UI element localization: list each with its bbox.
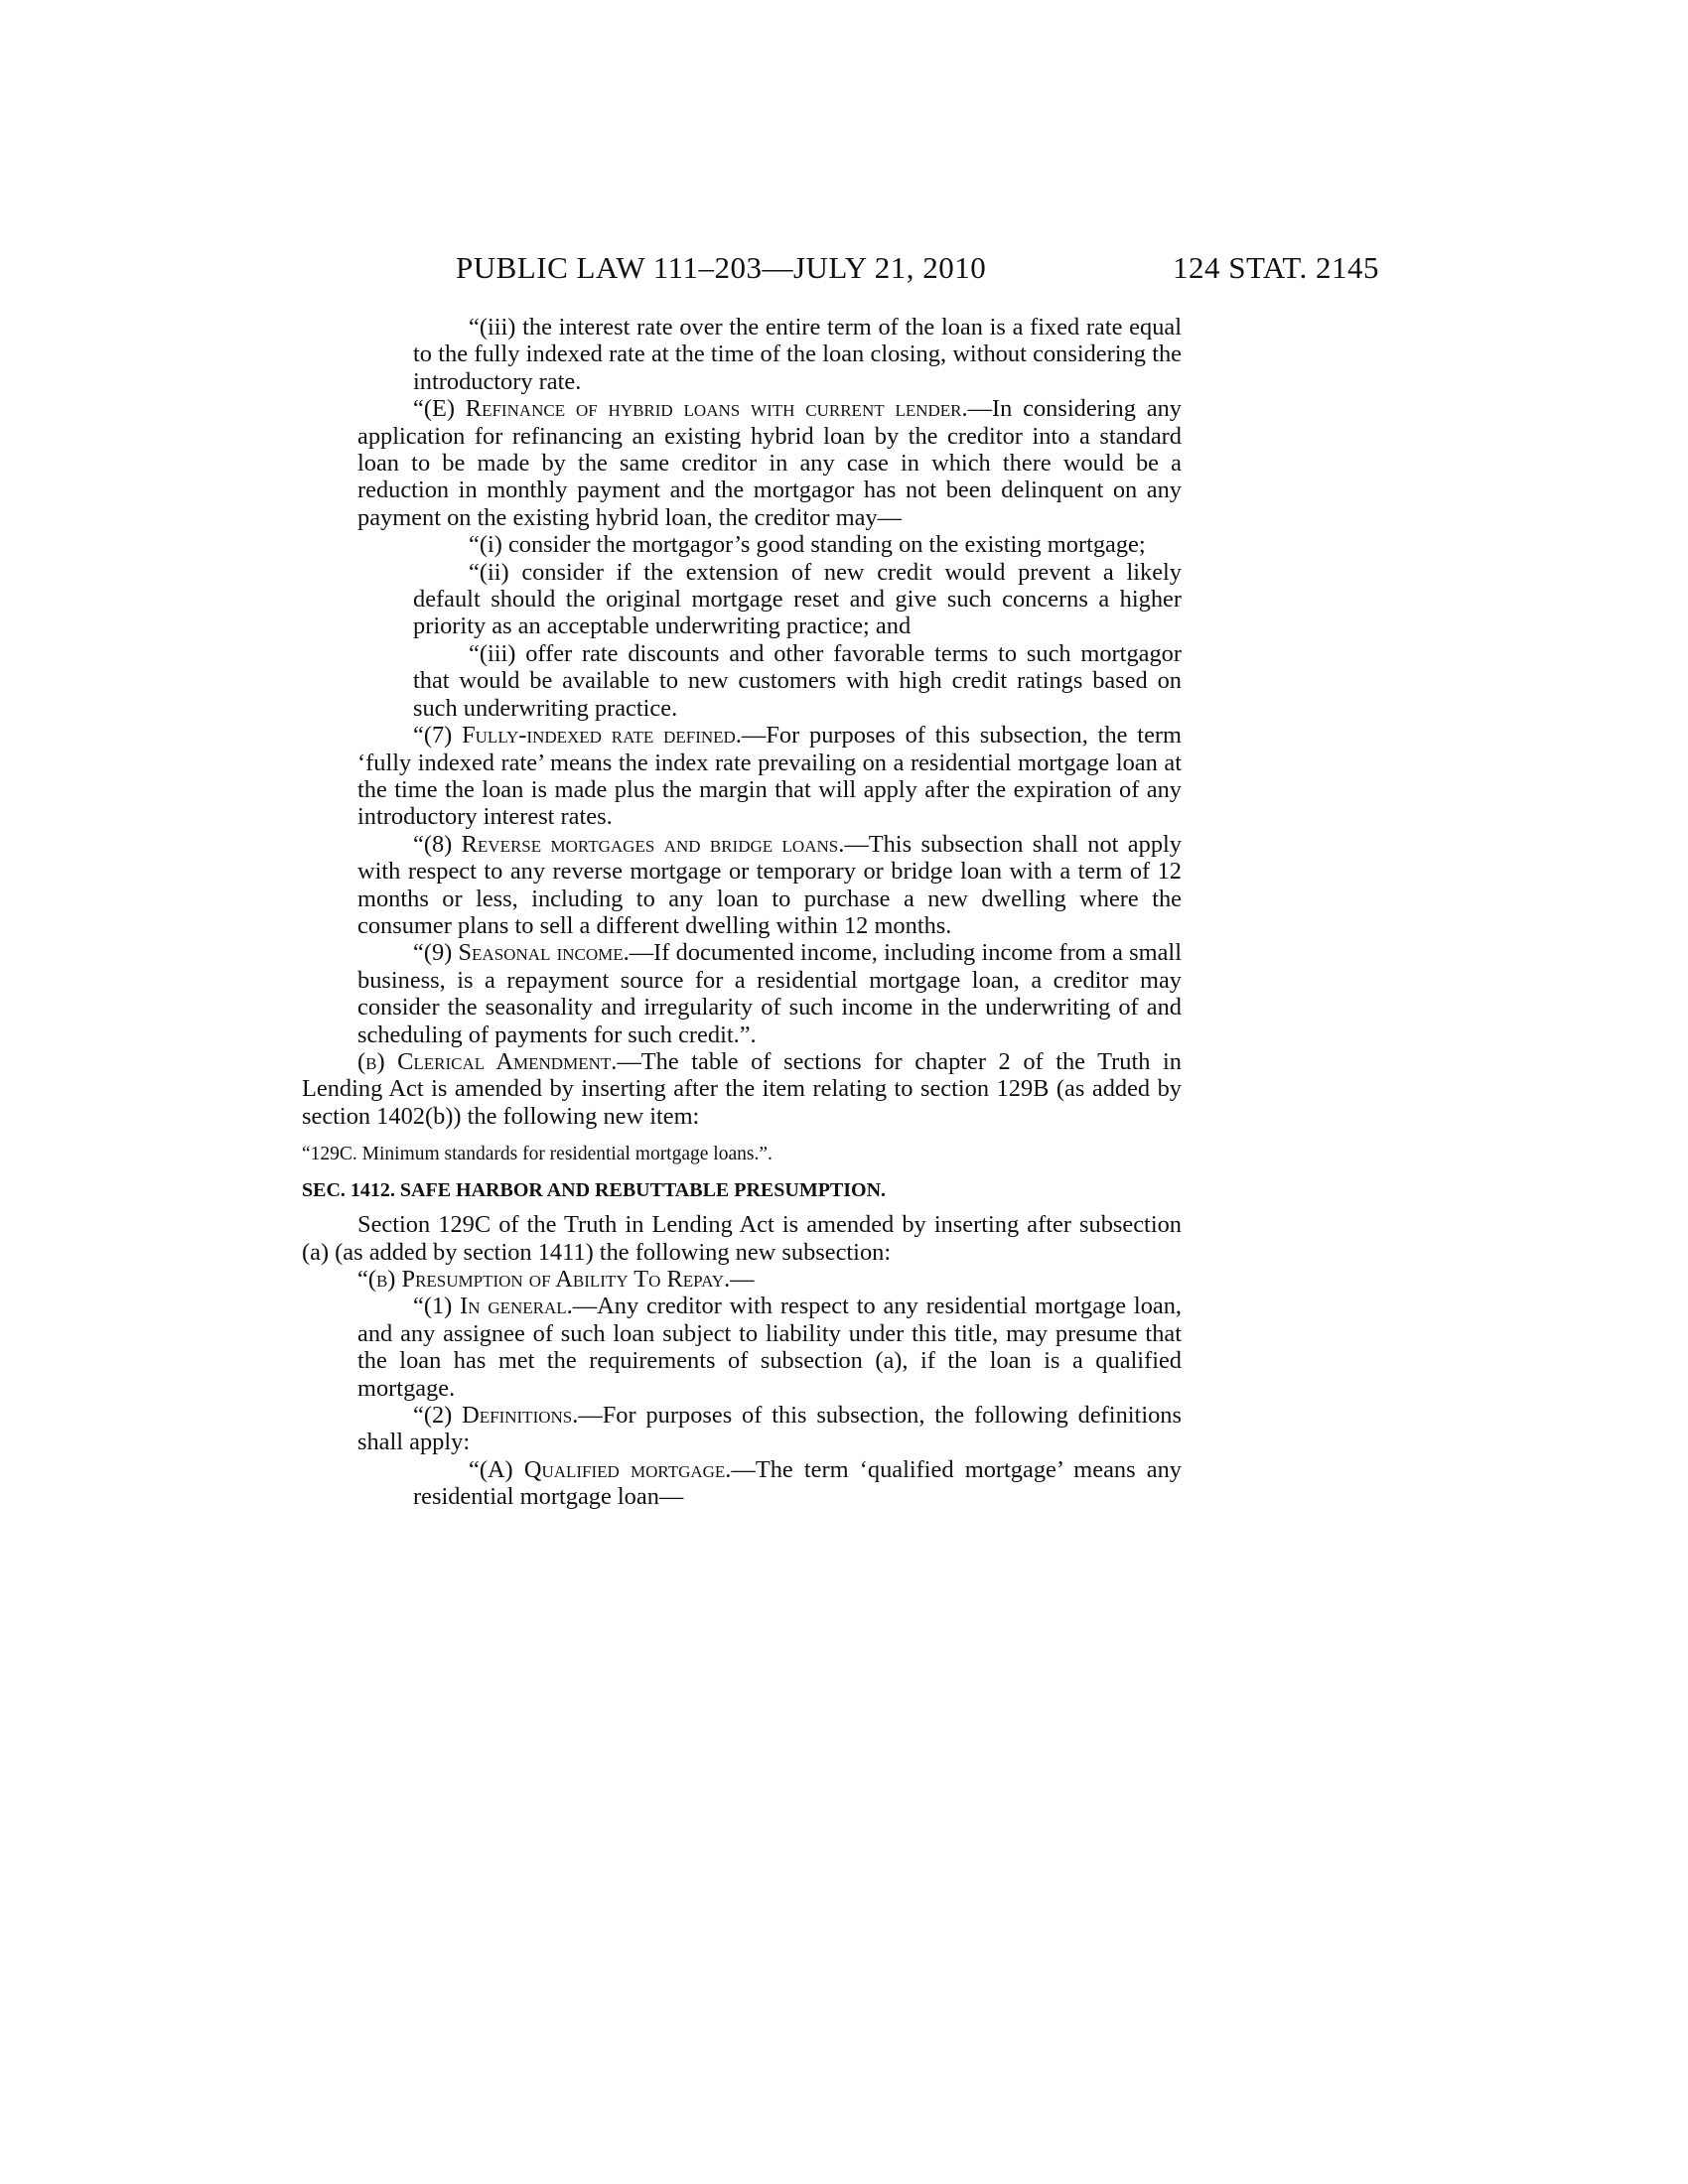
paragraph: “(iii) offer rate discounts and other favorable terms to such mortgagor that would be available to new customers with high credit ratings based on such underwriting practice. bbox=[413, 639, 1182, 722]
running-header bbox=[456, 250, 1379, 290]
paragraph: “(i) consider the mortgagor’s good standing on the existing mortgage; bbox=[469, 531, 1146, 559]
paragraph: “(ii) consider if the extension of new credit would prevent a likely default should the original mortgage reset and give such concerns a higher priority as an acceptable underwriting practice; and bbox=[413, 558, 1182, 640]
page-number: 124 STAT. 2145 bbox=[1172, 250, 1379, 285]
header-title: PUBLIC LAW 111–203—JULY 21, 2010 bbox=[456, 250, 987, 285]
paragraph: “(b) Presumption of Ability To Repay.— bbox=[357, 1266, 755, 1293]
paragraph: “(iii) the interest rate over the entire term of the loan is a fixed rate equal to the fully indexed rate at the time of the loan closing, without considering the introductory rate. bbox=[413, 314, 1182, 395]
section-heading: SEC. 1412. SAFE HARBOR AND REBUTTABLE PRESUMPTION. bbox=[302, 1179, 887, 1202]
paragraph: “(8) Reverse mortgages and bridge loans.—This subsection shall not apply with respect to any reverse mortgage or temporary or bridge loan with a term of 12 months or less, including to any loan to purchase a new dwelling where the consumer plans to sell a different dwelling within 12 months. bbox=[357, 830, 1182, 939]
paragraph: (b) Clerical Amendment.—The table of sections for chapter 2 of the Truth in Lending Act is amended by inserting after the item relating to section 129B (as added by section 1402(b)) the following new item: bbox=[302, 1047, 1182, 1130]
paragraph: “(9) Seasonal income.—If documented income, including income from a small business, is a repayment source for a residential mortgage loan, a creditor may consider the seasonality and irregularity of such income in the underwriting of and scheduling of payments for such credit.”. bbox=[357, 939, 1182, 1048]
table-of-sections-item: “129C. Minimum standards for residential mortgage loans.”. bbox=[302, 1144, 773, 1165]
paragraph: Section 129C of the Truth in Lending Act is amended by inserting after subsection (a) (as added by section 1411) the following new subsection: bbox=[302, 1211, 1182, 1266]
paragraph: “(A) Qualified mortgage.—The term ‘qualified mortgage’ means any residential mortgage loan— bbox=[413, 1455, 1182, 1511]
paragraph: “(E) Refinance of hybrid loans with current lender.—In considering any application for refinancing an existing hybrid loan by the creditor into a standard loan to be made by the same creditor in any case in which there would be a reduction in monthly payment and the mortgagor has not been delinquent on any payment on the existing hybrid loan, the creditor may— bbox=[357, 395, 1182, 531]
paragraph: “(1) In general.—Any creditor with respect to any residential mortgage loan, and any assignee of such loan subject to liability under this title, may presume that the loan has met the requirements of subsection (a), if the loan is a qualified mortgage. bbox=[357, 1293, 1183, 1402]
paragraph: “(2) Definitions.—For purposes of this subsection, the following definitions shall apply: bbox=[357, 1402, 1182, 1456]
paragraph: “(7) Fully-indexed rate defined.—For purposes of this subsection, the term ‘fully indexed rate’ means the index rate prevailing on a residential mortgage loan at the time the loan is made plus the margin that will apply after the expiration of any introductory interest rates. bbox=[357, 722, 1182, 831]
document-body bbox=[302, 314, 1182, 1511]
